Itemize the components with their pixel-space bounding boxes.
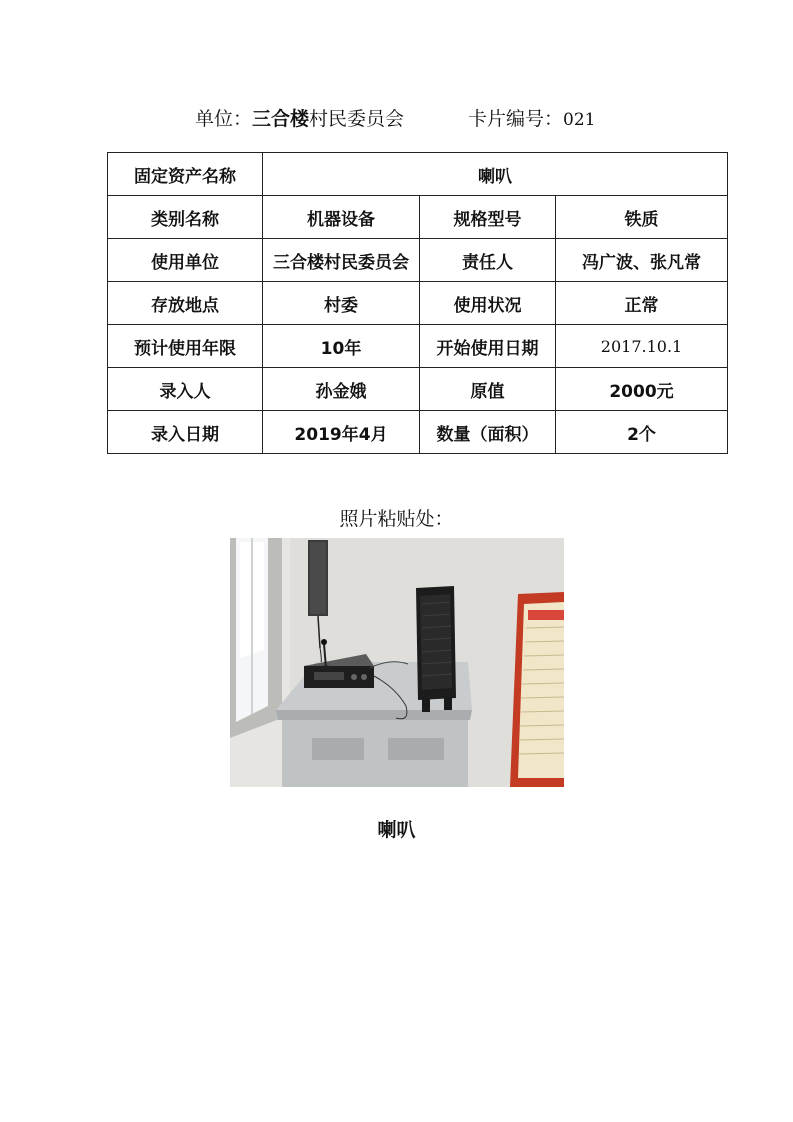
card-number: 021 [563,110,596,130]
table-row [108,239,728,282]
table-row [108,282,728,325]
photo-placeholder-label: 照片粘贴处： [339,508,454,530]
user-unit-label: 使用单位 [108,239,263,282]
entered-by-value: 孙金娥 [263,368,420,411]
spec-label: 规格型号 [420,196,556,239]
category-label: 类别名称 [108,196,263,239]
card-number-line [468,104,595,135]
start-date-value: 2017.10.1 [556,325,728,368]
asset-info-table [107,152,728,454]
table-row [108,368,728,411]
spec-value: 铁质 [556,196,728,239]
card-header [0,104,793,134]
unit-label: 单位： [195,108,253,130]
entry-date-value: 2019年4月 [263,411,420,454]
unit-name-bold: 三合楼 [252,108,310,130]
table-row [108,153,728,196]
table-row [108,196,728,239]
user-unit-value: 三合楼村民委员会 [263,239,420,282]
status-value: 正常 [556,282,728,325]
entered-by-label: 录入人 [108,368,263,411]
service-life-label: 预计使用年限 [108,325,263,368]
photo-caption: 喇叭 [377,819,416,841]
asset-photo [230,538,564,787]
location-value: 村委 [263,282,420,325]
original-value-label: 原值 [420,368,556,411]
asset-name-value: 喇叭 [263,153,728,196]
original-value-value: 2000元 [556,368,728,411]
unit-line [195,104,404,134]
responsible-value: 冯广波、张凡常 [556,239,728,282]
service-life-value: 10年 [263,325,420,368]
asset-photo-illustration [230,538,564,787]
category-value: 机器设备 [263,196,420,239]
location-label: 存放地点 [108,282,263,325]
table-row [108,411,728,454]
quantity-label: 数量（面积） [420,411,556,454]
asset-name-label: 固定资产名称 [108,153,263,196]
card-number-label: 卡片编号： [468,108,564,130]
status-label: 使用状况 [420,282,556,325]
entry-date-label: 录入日期 [108,411,263,454]
unit-name-rest: 村民委员会 [309,108,405,130]
table-row [108,325,728,368]
responsible-label: 责任人 [420,239,556,282]
quantity-value: 2个 [556,411,728,454]
start-date-label: 开始使用日期 [420,325,556,368]
